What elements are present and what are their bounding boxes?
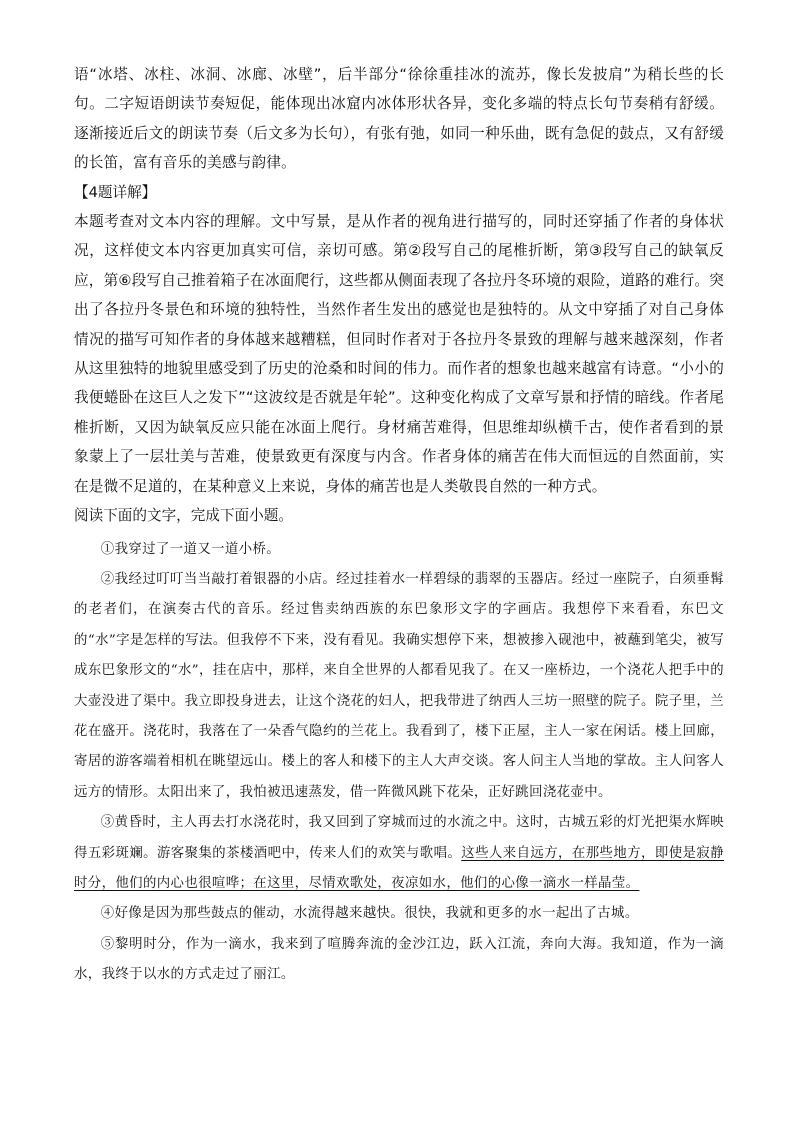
passage-paragraph-5: ⑤黎明时分，作为一滴水，我来到了喧腾奔流的金沙江边，跃入江流，奔向大海。我知道，作为一滴水，我终于以水的方式走过了丽江。 <box>74 936 724 983</box>
document-page <box>74 60 724 991</box>
passage-paragraph-3 <box>74 808 724 899</box>
question-4-heading: 【4题详解】 <box>74 183 157 201</box>
answer-analysis <box>74 60 724 501</box>
analysis-paragraph-q4: 本题考查对文本内容的理解。文中写景，是从作者的视角进行描写的，同时还穿插了作者的身体状况，这样使文本内容更加真实可信，亲切可感。第②段写自己的尾椎折断，第③段写自己的缺氧反应，第⑥段写自己推着箱子在冰面爬行，这些都从侧面表现了各拉丹冬环境的艰险，道路的难行。突出了各拉丹冬景色和环境的独特性，当然作者生发出的感觉也是独特的。从文中穿插了对自己身体情况的描写可知作者的身体越来越糟糕，但同时作者对于各拉丹冬景致的理解与越来越深刻，作者从这里独特的地貌里感受到了历史的沧桑和时间的伟力。而作者的想象也越来越富有诗意。“小小的我便蜷卧在这巨人之发下”“这波纹是否就是年轮”。这种变化构成了文章写景和抒情的暗线。作者尾椎折断，又因为缺氧反应只能在冰面上爬行。身材痛苦难得，但思维却纵横千古，使作者看到的景象蒙上了一层壮美与苦难，使景致更有深度与内含。作者身体的痛苦在伟大而恒远的自然面前，实在是微不足道的，在某种意义上来说，身体的痛苦也是人类敬畏自然的一种方式。 <box>74 213 724 495</box>
passage-paragraph-2: ②我经过叮叮当当敲打着银器的小店。经过挂着水一样碧绿的翡翠的玉器店。经过一座院子，白须垂髯的老者们，在演奏古代的音乐。经过售卖纳西族的东巴象形文字的字画店。我想停下来看看，东巴文的“水”字是怎样的写法。但我停不下来，没有看见。我确实想停下来，想被掺入砚池中，被蘸到笔尖，被写成东巴象形文的“水”，挂在店中，那样，来自全世界的人都看见我了。在又一座桥边，一个浇花人把手中的大壶没进了渠中。我立即投身进去，让这个浇花的妇人，把我带进了纳西人三坊一照壁的院子。院子里，兰花在盛开。浇花时，我落在了一朵香气隐约的兰花上。我看到了，楼下正屋，主人一家在闲话。楼上回廊，寄居的游客端着相机在眺望远山。楼上的客人和楼下的主人大声交谈。客人问主人当地的掌故。主人问客人远方的情形。太阳出来了，我怕被迅速蒸发，借一阵微风跳下花朵，正好跳回浇花壶中。 <box>74 571 724 800</box>
reading-passage <box>74 535 724 991</box>
passage-paragraph-4: ④好像是因为那些鼓点的催动，水流得越来越快。很快，我就和更多的水一起出了古城。 <box>100 906 639 922</box>
passage-paragraph-1: ①我穿过了一道又一道小桥。 <box>100 541 281 557</box>
underlined-sentence: 这些人来自远方，在那些地方，即使是寂静时分，他们的内心也很喧哗；在这里，尽情欢歌处，夜凉如水，他们的心像一滴水一样晶莹。 <box>74 845 724 891</box>
reading-instruction: 阅读下面的文字，完成下面小题。 <box>74 507 293 525</box>
analysis-paragraph-continued: 语“冰塔、冰柱、冰洞、冰廊、冰壁”，后半部分“徐徐重挂冰的流苏，像长发披肩”为稍长些的长句。二字短语朗读节奏短促，能体现出冰窟内冰体形状各异，变化多端的特点长句节奏稍有舒缓。逐渐接近后文的朗读节奏（后文多为长句），有张有弛，如同一种乐曲，既有急促的鼓点，又有舒缓的长笛，富有音乐的美感与韵律。 <box>74 66 724 172</box>
passage-paragraph-3-text: ③黄昏时，主人再去打水浇花时，我又回到了穿城而过的水流之中。这时，古城五彩的灯光把渠水辉映得五彩斑斓。游客聚集的茶楼酒吧中，传来人们的欢笑与歌唱。 <box>74 815 724 861</box>
